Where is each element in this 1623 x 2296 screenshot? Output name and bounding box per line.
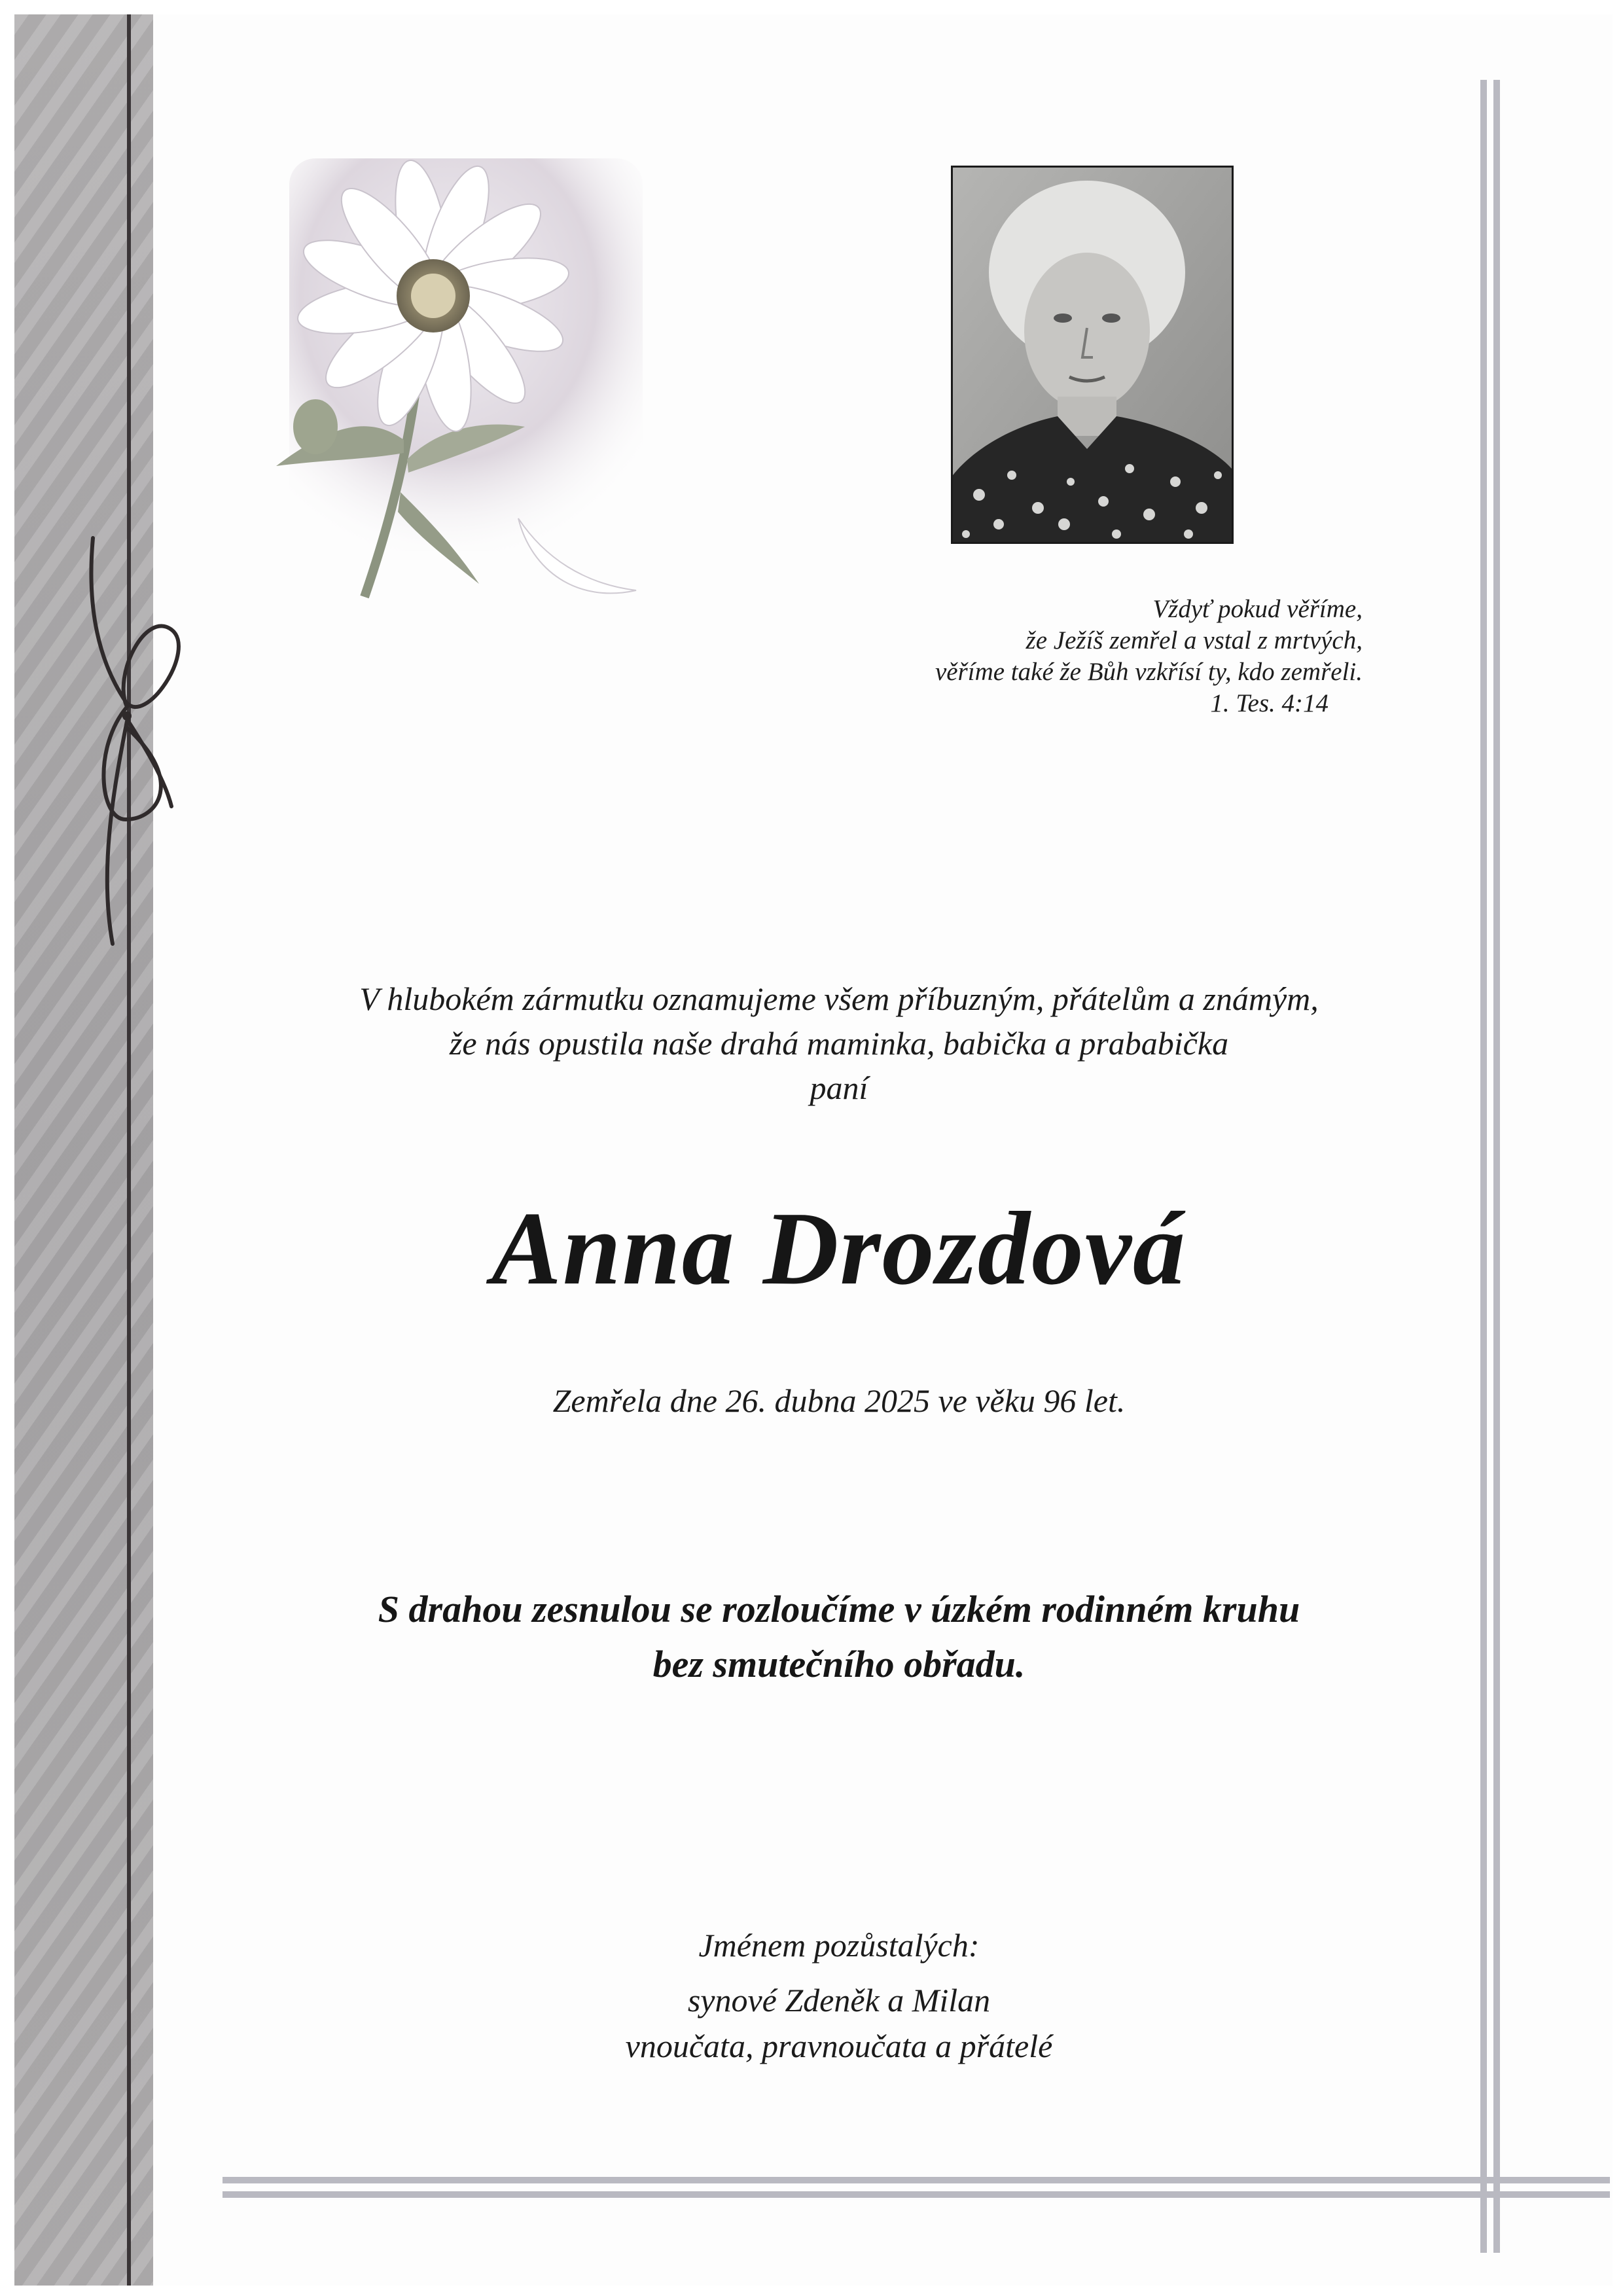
verse-line: Vždyť pokud věříme, bbox=[1152, 595, 1363, 623]
death-notice: Zemřela dne 26. dubna 2025 ve věku 96 let. bbox=[552, 1382, 1126, 1419]
farewell-line: S drahou zesnulou se rozloučíme v úzkém rodinném kruhu bbox=[378, 1588, 1300, 1630]
signature-block bbox=[224, 1922, 1454, 2069]
announcement-text bbox=[224, 977, 1454, 1110]
verse-line: věříme také že Bůh vzkřísí ty, kdo zemřeli. bbox=[935, 658, 1363, 686]
ribbon-bow-icon bbox=[73, 531, 217, 950]
farewell-notice bbox=[224, 1582, 1454, 1692]
verse-reference: 1. Tes. 4:14 bbox=[1210, 689, 1329, 717]
signature-heading: Jménem pozůstalých: bbox=[698, 1927, 980, 1964]
left-strip-divider-line bbox=[127, 14, 131, 2286]
bottom-frame-line bbox=[223, 2177, 1610, 2183]
farewell-line: bez smutečního obřadu. bbox=[652, 1643, 1026, 1685]
announcement-line: paní bbox=[810, 1069, 868, 1106]
bottom-frame-line bbox=[223, 2191, 1610, 2198]
obituary-card bbox=[14, 14, 1613, 2286]
signature-line: synové Zdeněk a Milan bbox=[687, 1982, 991, 2018]
portrait-photo bbox=[951, 166, 1234, 544]
verse-line: že Ježíš zemřel a vstal z mrtvých, bbox=[1026, 626, 1363, 655]
signature-line: vnoučata, pravnoučata a přátelé bbox=[625, 2028, 1053, 2064]
bible-verse bbox=[800, 594, 1408, 719]
daisy-flower-icon bbox=[270, 152, 656, 623]
announcement-line: V hlubokém zármutku oznamujeme všem příbuzným, přátelům a známým, bbox=[359, 980, 1319, 1017]
right-frame-line bbox=[1480, 80, 1487, 2253]
announcement-line: že nás opustila naše drahá maminka, babička a prababička bbox=[449, 1025, 1229, 1062]
deceased-name: Anna Drozdová bbox=[491, 1190, 1186, 1306]
left-decorative-strip bbox=[14, 14, 153, 2286]
right-frame-line bbox=[1493, 80, 1500, 2253]
